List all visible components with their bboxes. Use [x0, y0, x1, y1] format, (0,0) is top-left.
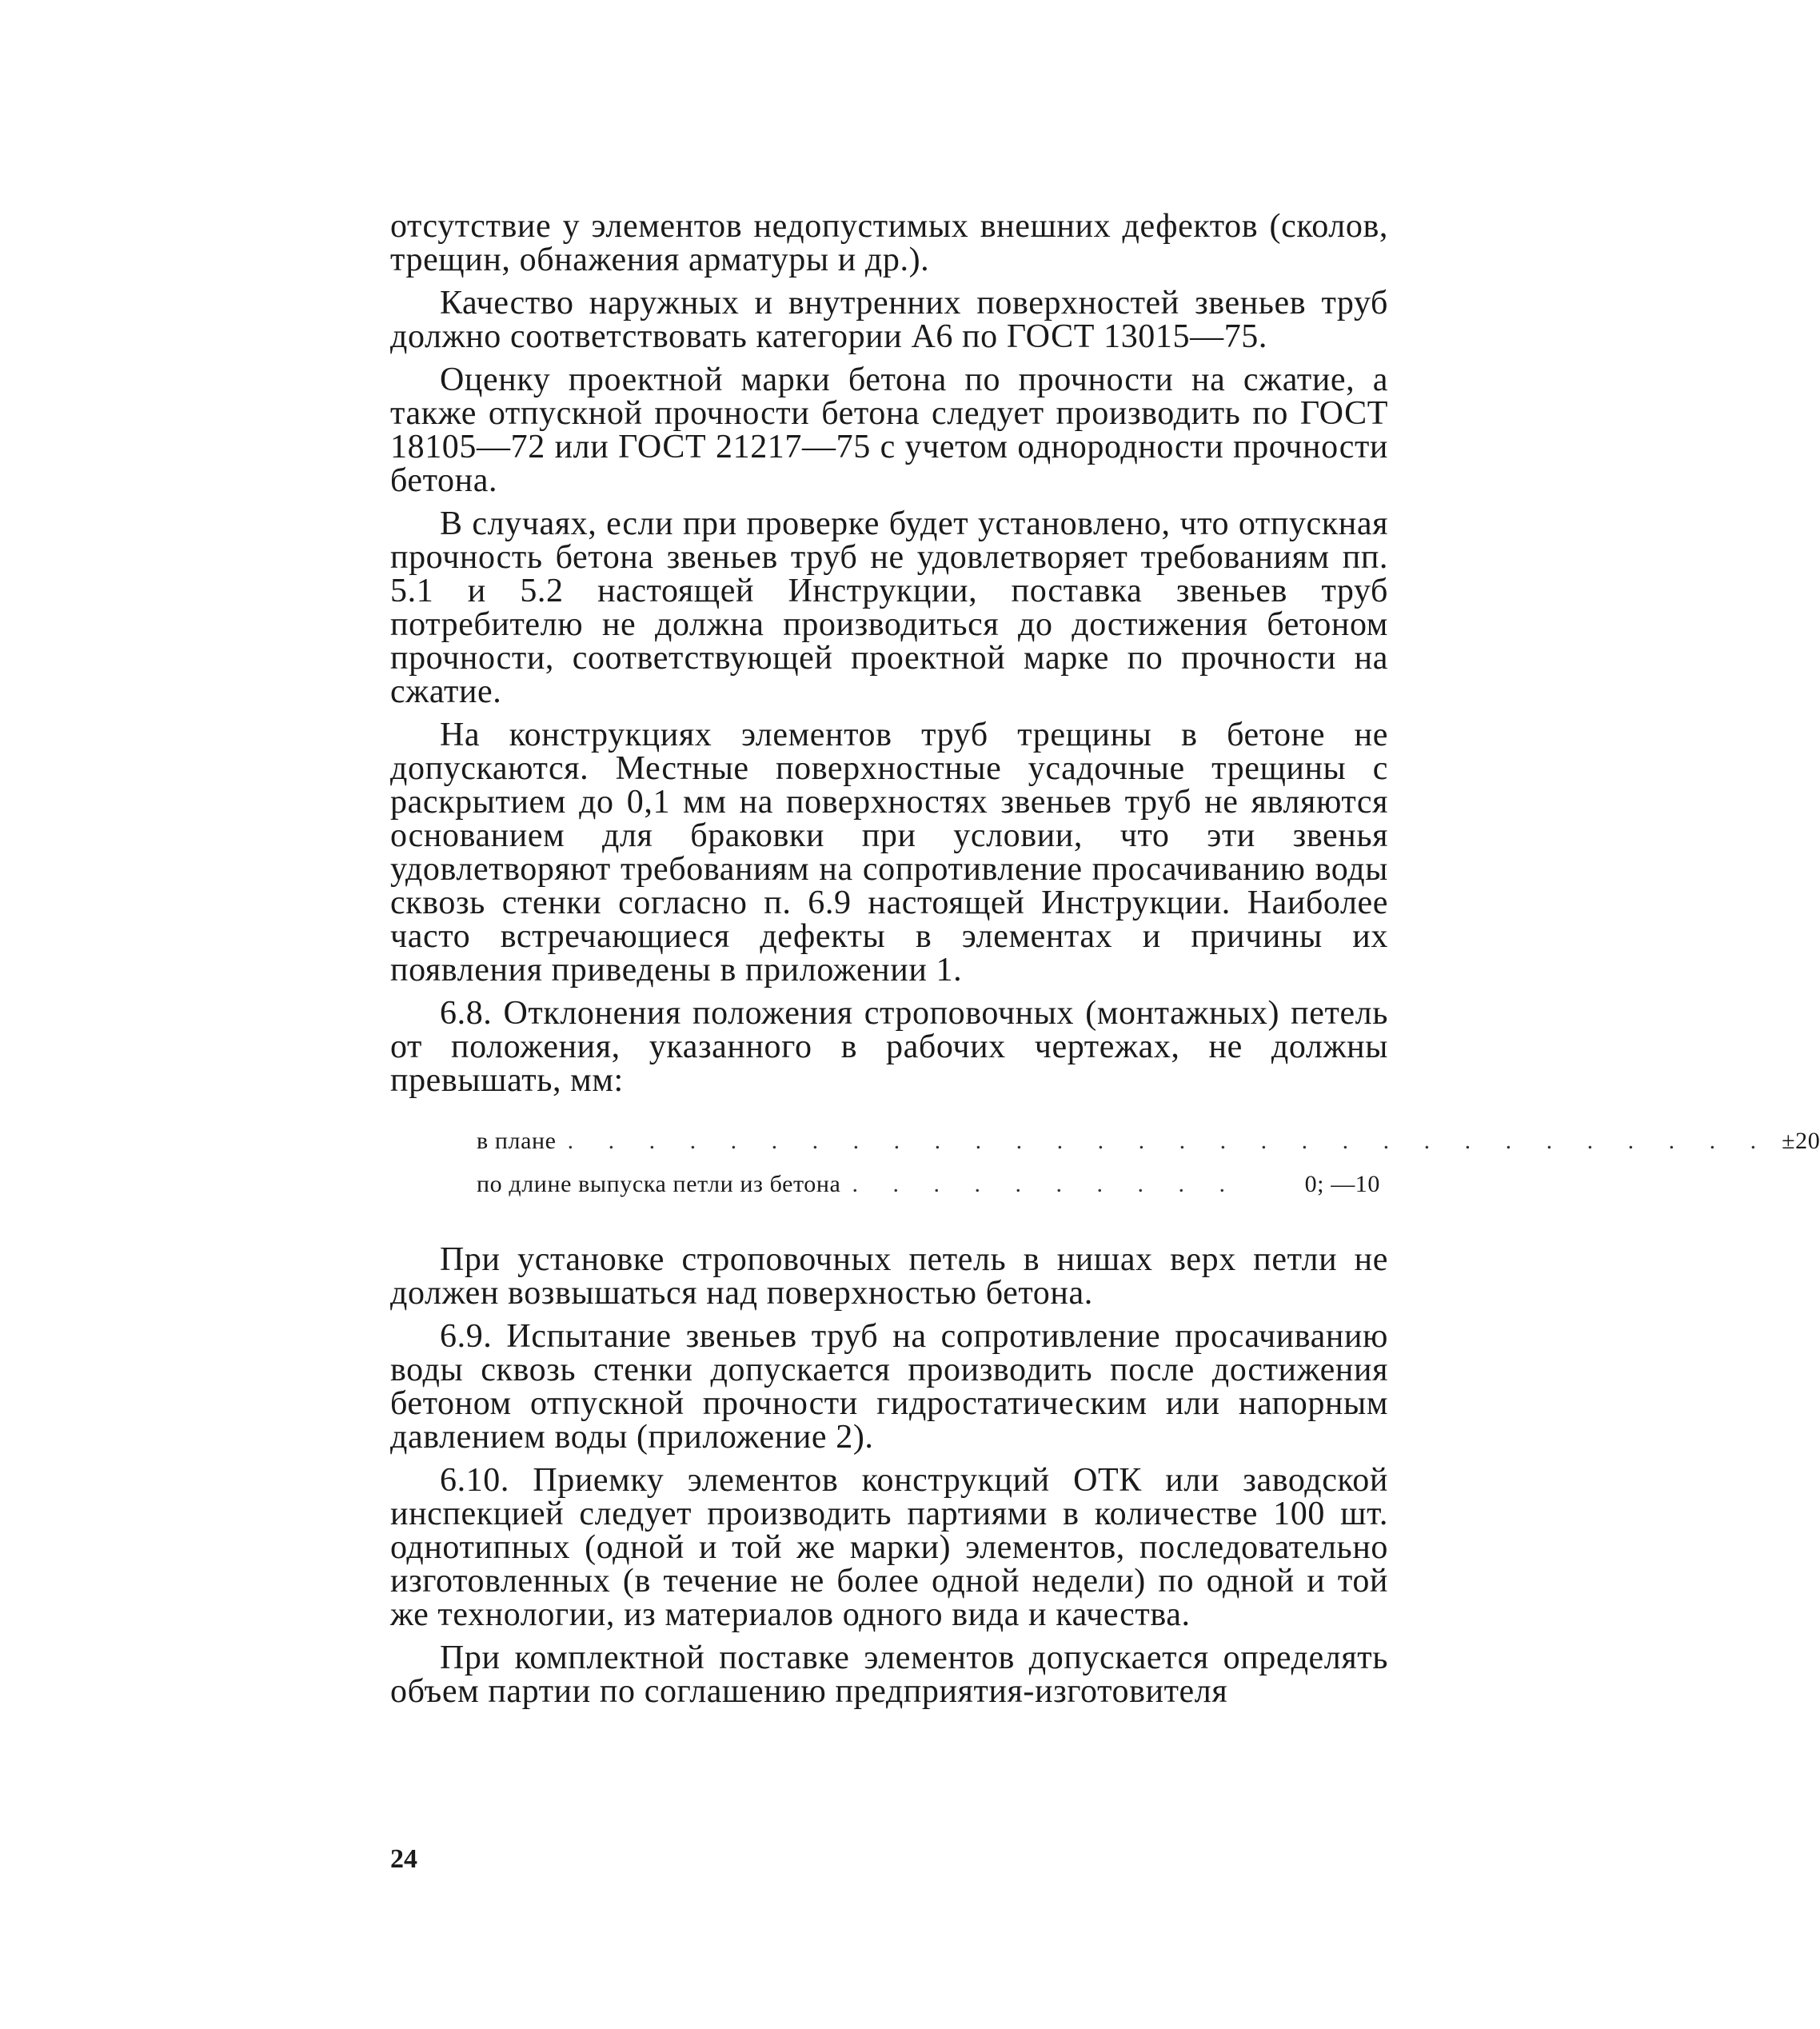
page-number: 24 — [390, 1844, 417, 1874]
paragraph-loops-niches: При установке строповочных петель в нишах верх петли не должен возвышаться над поверхностью бетона. — [390, 1241, 1388, 1312]
tolerance-value: 0; —10 — [1304, 1171, 1380, 1197]
paragraph-section-6-9: 6.9. Испытание звеньев труб на сопротивление просачиванию воды сквозь стенки допускается производить после достижения бетоном отпускной прочности гидростатическим или напорным давлением воды (приложение 2). — [390, 1318, 1388, 1456]
tolerance-list — [390, 1120, 1820, 1206]
paragraph-surface-quality: Качество наружных и внутренних поверхностей звеньев труб должно соответствовать категории А6 по ГОСТ 13015—75. — [390, 285, 1388, 355]
tolerance-label: по длине выпуска петли из бетона — [477, 1171, 841, 1197]
paragraph-section-6-10: 6.10. Приемку элементов конструкций ОТК или заводской инспекцией следует производить партиями в количестве 100 шт. однотипных (одной и той же марки) элементов, последовательно изготовленных (в течение не более одной недели) по одной и той же технологии, из материалов одного вида и качества. — [390, 1462, 1388, 1633]
tolerance-row-plan — [390, 1120, 1820, 1163]
tolerance-value: ±20 — [1782, 1128, 1820, 1154]
paragraph-defects: отсутствие у элементов недопустимых внешних дефектов (сколов, трещин, обнажения арматуры и др.). — [390, 208, 1388, 278]
tolerance-row-length — [390, 1163, 1380, 1206]
paragraph-section-6-8: 6.8. Отклонения положения строповочных (монтажных) петель от положения, указанного в рабочих чертежах, не должны превышать, мм: — [390, 995, 1388, 1099]
paragraph-complete-delivery: При комплектной поставке элементов допускается определять объем партии по соглашению предприятия-изготовителя — [390, 1640, 1388, 1710]
dot-leader: . . . . . . . . . . . . . . . . . . . . . . . . . . . . . . — [567, 1128, 1771, 1154]
paragraph-release-strength: В случаях, если при проверке будет установлено, что отпускная прочность бетона звеньев труб не удовлетворяет требованиям пп. 5.1 и 5.2 настоящей Инструкции, поставка звеньев труб потребителю не должна производиться до достижения бетоном прочности, соответствующей проектной марке по прочности на сжатие. — [390, 505, 1388, 710]
tolerance-label: в плане — [477, 1128, 557, 1154]
body-text — [390, 208, 1820, 1718]
paragraph-concrete-grade: Оценку проектной марки бетона по прочности на сжатие, а также отпускной прочности бетона следует производить по ГОСТ 18105—72 или ГОСТ 21217—75 с учетом однородности прочности бетона. — [390, 361, 1388, 499]
dot-leader: . . . . . . . . . . — [852, 1171, 1239, 1197]
paragraph-cracks: На конструкциях элементов труб трещины в бетоне не допускаются. Местные поверхностные усадочные трещины с раскрытием до 0,1 мм на поверхностях звеньев труб не являются основанием для браковки при условии, что эти звенья удовлетворяют требованиям на сопротивление просачиванию воды сквозь стенки согласно п. 6.9 настоящей Инструкции. Наиболее часто встречающиеся дефекты в элементах и причины их появления приведены в приложении 1. — [390, 717, 1388, 989]
